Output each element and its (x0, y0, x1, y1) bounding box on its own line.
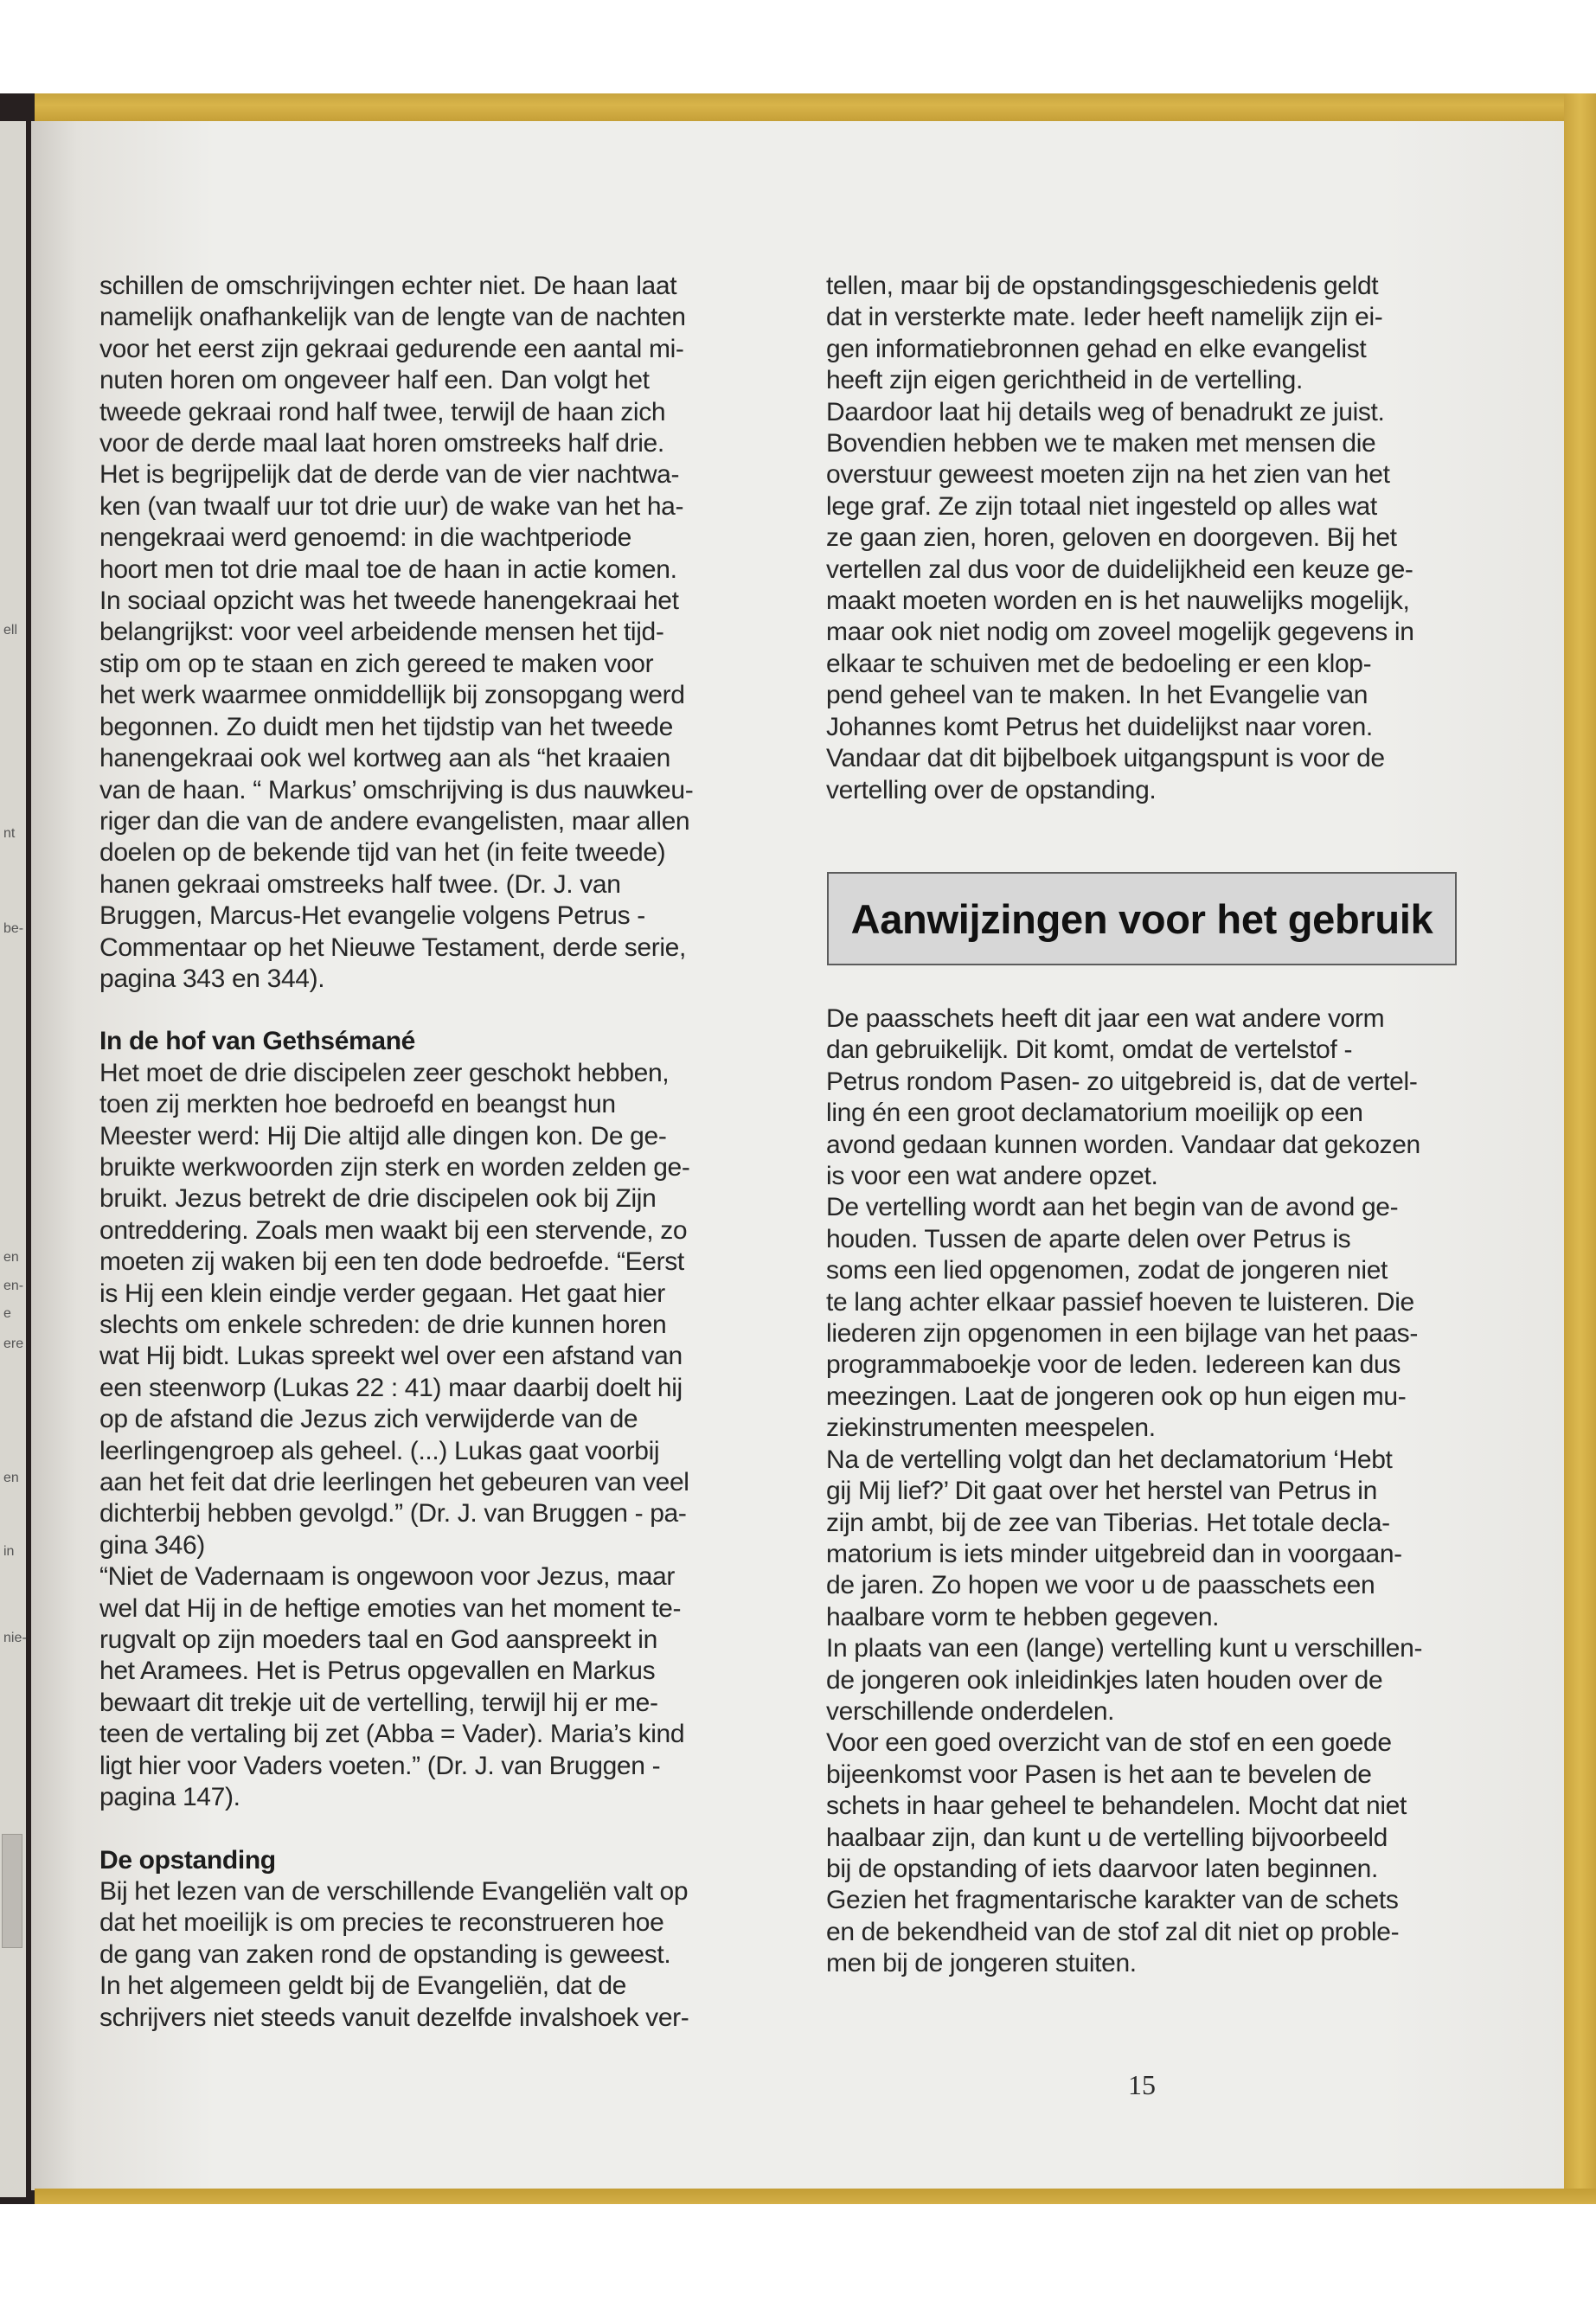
opstanding-continuation-paragraph: tellen, maar bij de opstandingsgeschiedenis geldt dat in versterkte mate. Ieder heeft namelijk zijn ei- gen informatiebronnen gehad en elke evangelist heeft zijn eigen gerichtheid in de vertelling. Daardoor laat hij details weg of benadrukt ze juist. Bovendien hebben we te maken met mensen die overstuur geweest moeten zijn na het zien van het lege graf. Ze zijn totaal niet ingesteld op alles wat ze gaan zien, horen, geloven en doorgeven. Bij het vertellen zal dus voor de duidelijkheid een keuze ge- maakt moeten worden en is het nauwelijks mogelijk, maar ook niet nodig om zoveel mogelijk gegevens in elkaar te schuiven met de bedoeling er een klop- pend geheel van te maken. In het Evangelie van Johannes komt Petrus het duidelijkst naar voren. Vandaar dat dit bijbelboek uitgangspunt is voor de vertelling over de opstanding. (826, 272, 1414, 804)
section-heading-opstanding: De opstanding (99, 1845, 276, 1875)
section-heading-gethsemane: In de hof van Gethsémané (99, 1027, 416, 1056)
margin-fragment: ell (3, 623, 18, 638)
binder-cover-right (1564, 93, 1596, 2204)
instructions-text-column (826, 1003, 1466, 1980)
left-text-column (99, 271, 757, 2034)
instructions-heading-box (827, 872, 1457, 965)
margin-fragment: ere (3, 1336, 24, 1351)
scan-background-bottom (0, 2204, 1596, 2301)
margin-fragment: en (3, 1471, 19, 1485)
margin-fragment: nt (3, 826, 16, 841)
margin-fragment: nie- (3, 1631, 27, 1645)
instructions-heading: Aanwijzingen voor het gebruik (850, 895, 1433, 942)
instructions-paragraph: De paasschets heeft dit jaar een wat andere vorm dan gebruikelijk. Dit komt, omdat de vertelstof - Petrus rondom Pasen- zo uitgebreid is, dat de vertel- ling én een groot declamatorium moeilijk op een avond gedaan kunnen worden. Vandaar dat gekozen is voor een wat andere opzet. De vertelling wordt aan het begin van de avond ge- houden. Tussen de aparte delen over Petrus is soms een lied opgenomen, zodat de jongeren niet te lang achter elkaar passief hoeven te luisteren. Die liederen zijn opgenomen in een bijlage van het paas- programmaboekje voor de leden. Iedereen kan dus meezingen. Laat de jongeren ook op hun eigen mu- ziekinstrumenten meespelen. Na de vertelling volgt dan het declamatorium ‘Hebt gij Mij lief?’ Dit gaat over het herstel van Petrus in zijn ambt, bij de zee van Tiberias. Het totale decla- matorium is iets minder uitgebreid dan in voorgaan- de jaren. Zo hopen we voor u de paasschets een haalbare vorm te hebben gegeven. In plaats van een (lange) vertelling kunt u verschillen- de jongeren ook inleidinkjes laten houden over de verschillende onderdelen. Voor een goed overzicht van de stof en een goede bijeenkomst voor Pasen is het aan te bevelen de schets in haar geheel te behandelen. Mocht dat niet haalbaar zijn, dan kunt u de vertelling bijvoorbeeld bij de opstanding of iets daarvoor laten beginnen. Gezien het fragmentarische karakter van de schets en de bekendheid van de stof zal dit niet op proble- men bij de jongeren stuiten. (826, 1004, 1423, 1978)
gethsemane-paragraph: Het moet de drie discipelen zeer geschokt hebben, toen zij merkten hoe bedroefd en beangst hun Meester werd: Hij Die altijd alle dingen kon. De ge- bruikte werkwoorden zijn sterk en worden zelden ge- bruikt. Jezus betrekt de drie discipelen ook bij Zijn ontreddering. Zoals men waakt bij een stervende, zo moeten zij waken bij een ten dode bedroefde. “Eerst is Hij een klein eindje verder gegaan. Het gaat hier slechts om enkele schreden: de drie kunnen horen wat Hij bidt. Lukas spreekt wel over een afstand van een steenworp (Lukas 22 : 41) maar daarbij doelt hij op de afstand die Jezus zich verwijderde van de leerlingengroep als geheel. (...) Lukas gaat voorbij aan het feit dat drie leerlingen het gebeuren van veel dichterbij hebben gevolgd.” (Dr. J. van Bruggen - pa- gina 346) “Niet de Vadernaam is ongewoon voor Jezus, maar wel dat Hij in de heftige emoties van het moment te- rugvalt op zijn moeders taal en God aanspreekt in het Aramees. Het is Petrus opgevallen en Markus bewaart dit trekje uit de vertelling, terwijl hij er me- teen de vertaling bij zet (Abba = Vader). Maria’s kind ligt hier voor Vaders voeten.” (Dr. J. van Bruggen - pagina 147). (99, 1058, 690, 1812)
opstanding-paragraph: Bij het lezen van de verschillende Evangeliën valt op dat het moeilijk is om precies te reconstrueren hoe de gang van zaken rond de opstanding is geweest. In het algemeen geldt bij de Evangeliën, dat de schrijvers niet steeds vanuit dezelfde invalshoek ver- (99, 1876, 689, 2032)
right-text-column (826, 271, 1466, 806)
binder-cover-bottom (35, 2189, 1596, 2206)
margin-fragment: in (3, 1544, 15, 1559)
page-number: 15 (1128, 2069, 1156, 2100)
facing-page-tab (2, 1834, 22, 1948)
scan-background-top (0, 0, 1596, 93)
margin-fragment: e (3, 1306, 11, 1321)
margin-fragment: en (3, 1250, 19, 1265)
margin-fragment: en- (3, 1279, 24, 1293)
binder-cover-top (35, 93, 1596, 123)
intro-paragraph: schillen de omschrijvingen echter niet. De haan laat namelijk onafhankelijk van de lengte van de nachten voor het eerst zijn gekraai gedurende een aantal mi- nuten horen om ongeveer half een. Dan volgt het tweede gekraai rond half twee, terwijl de haan zich voor de derde maal laat horen omstreeks half drie. Het is begrijpelijk dat de derde van de vier nachtwa- ken (van twaalf uur tot drie uur) de wake van het ha- nengekraai werd genoemd: in die wachtperiode hoort men tot drie maal toe de haan in actie komen. In sociaal opzicht was het tweede hanengekraai het belangrijkst: voor veel arbeidende mensen het tijd- stip om op te staan en zich gereed te maken voor het werk waarmee onmiddellijk bij zonsopgang werd begonnen. Zo duidt men het tijdstip van het tweede hanengekraai ook wel kortweg aan als “het kraaien van de haan. “ Markus’ omschrijving is dus nauwkeu- riger dan die van de andere evangelisten, maar allen doelen op de bekende tijd van het (in feite tweede) hanen gekraai omstreeks half twee. (Dr. J. van Bruggen, Marcus-Het evangelie volgens Petrus - Commentaar op het Nieuwe Testament, derde serie, pagina 343 en 344). (99, 272, 694, 993)
margin-fragment: be- (3, 921, 24, 936)
